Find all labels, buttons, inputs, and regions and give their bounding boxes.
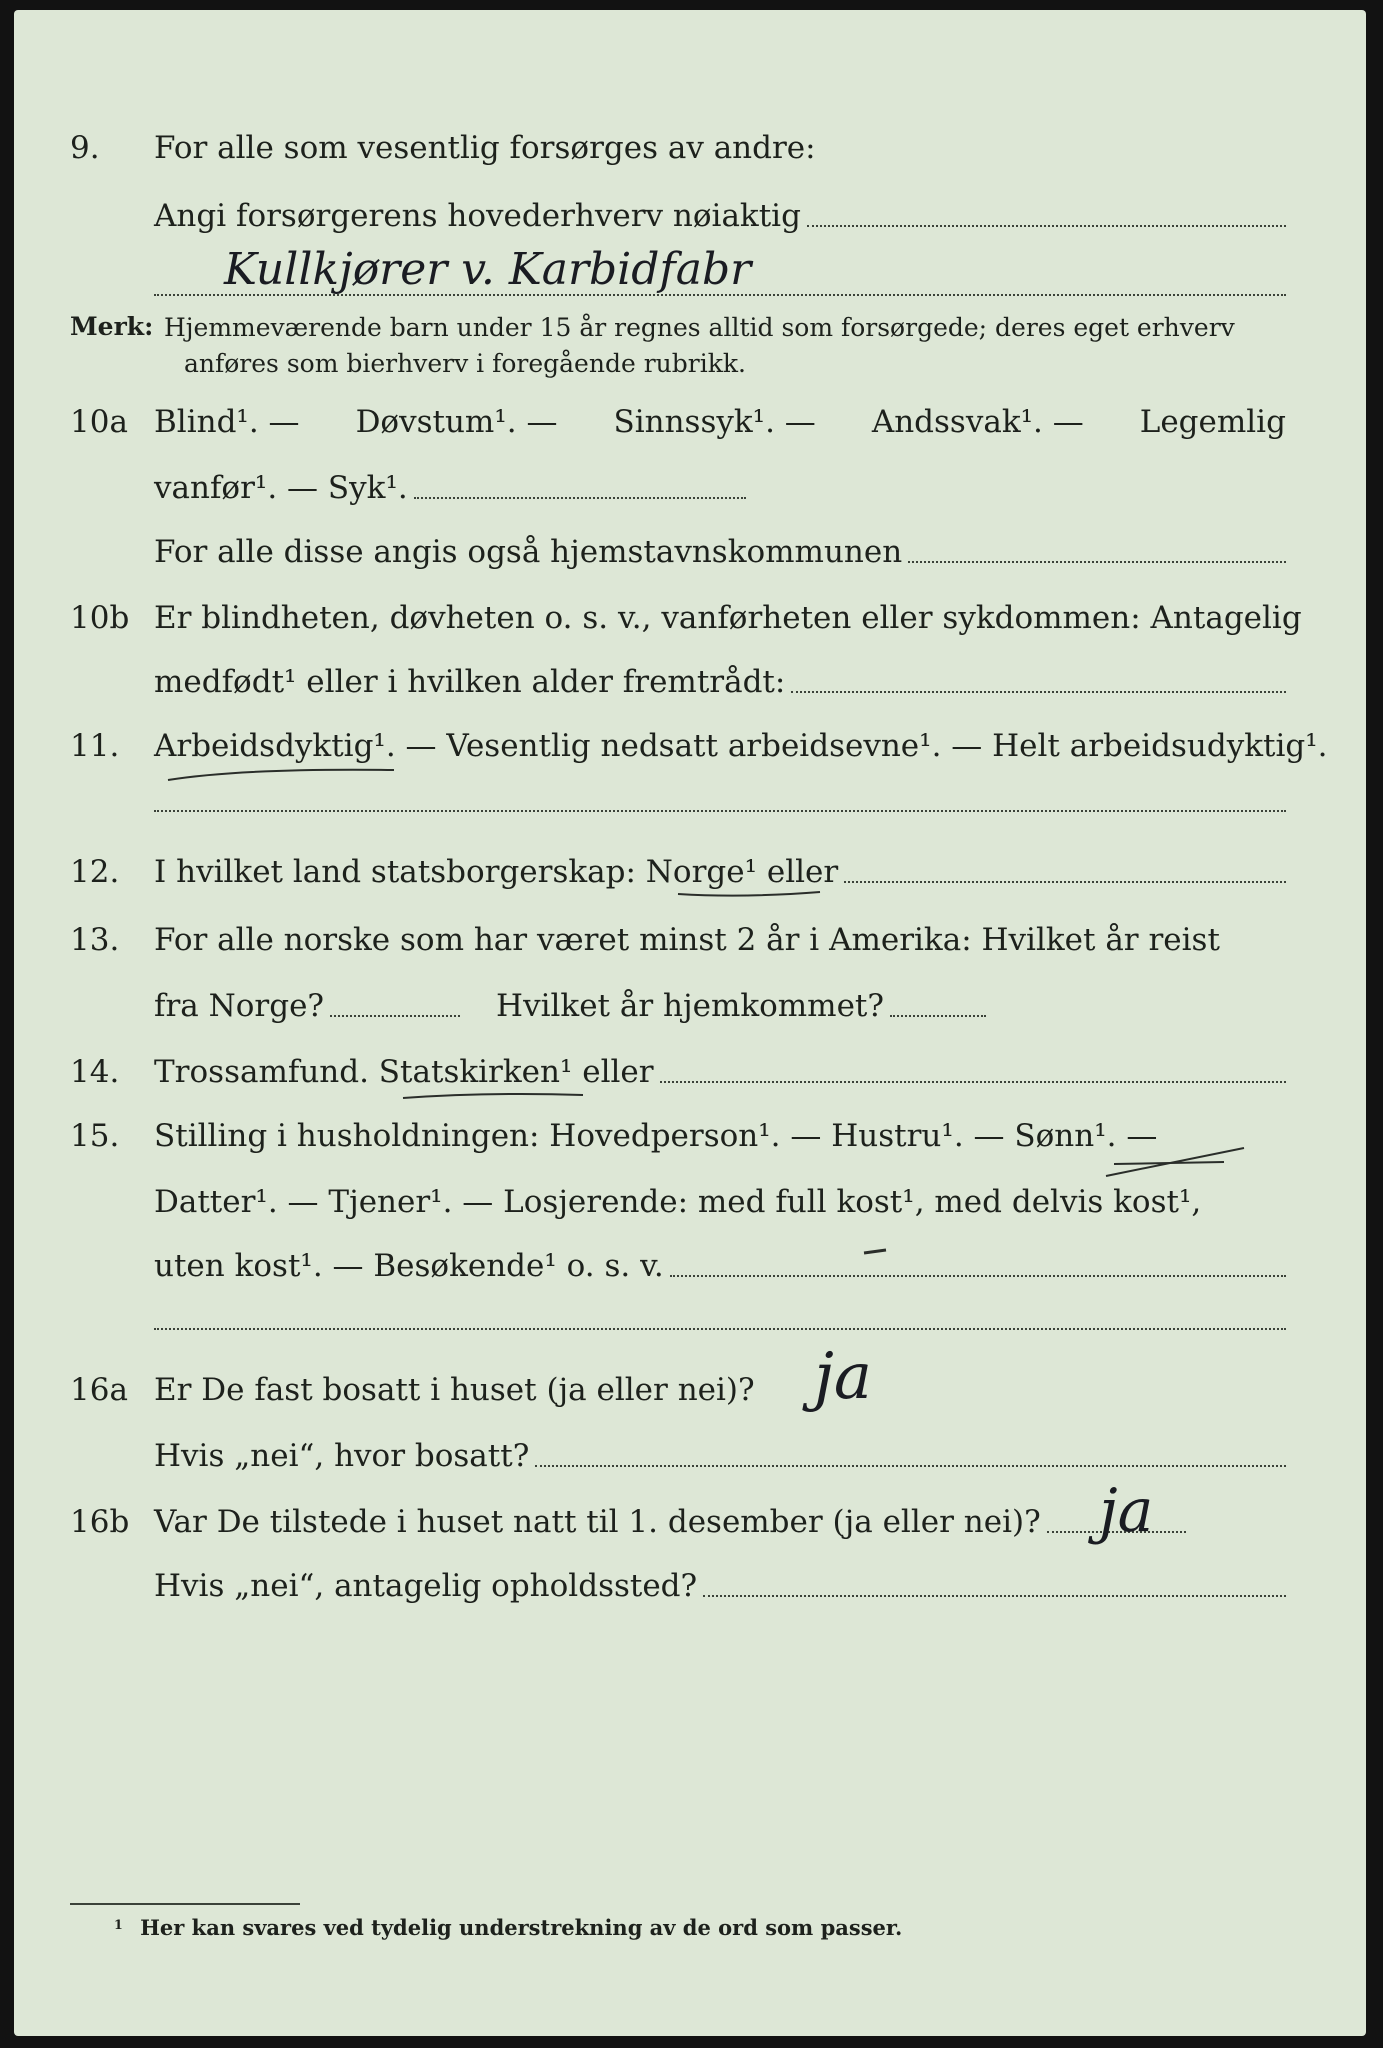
q14-line1 bbox=[154, 1052, 1286, 1092]
q13-line1-text: For alle norske som har været minst 2 år i Amerika: Hvilket år reist bbox=[154, 922, 1220, 958]
q16b-handwritten-answer: ja bbox=[1099, 1476, 1154, 1546]
q11-underline-mark bbox=[164, 762, 404, 786]
q12-fill bbox=[844, 881, 1286, 883]
q12-line1-text: I hvilket land statsborgerskap: Norge¹ eller bbox=[154, 854, 839, 890]
q10a-line3-fill bbox=[908, 561, 1286, 563]
q10b-line1-text: Er blindheten, døvheten o. s. v., vanførheten eller sykdommen: Antagelig bbox=[154, 600, 1302, 636]
merk-line2: anføres som bierhverv i foregående rubrikk. bbox=[184, 349, 746, 378]
q15-sonn-mark bbox=[1104, 1142, 1254, 1182]
q15-line1-text: Stilling i husholdningen: Hovedperson¹. — Hustru¹. — Sønn¹. — bbox=[154, 1118, 1158, 1154]
q10a-line2-fill bbox=[414, 497, 746, 499]
merk-line1: Hjemmeværende barn under 15 år regnes alltid som forsørgede; deres eget erhverv bbox=[164, 313, 1235, 342]
q16a-line2 bbox=[154, 1436, 1286, 1476]
q16b-line1 bbox=[154, 1502, 1186, 1542]
q14-line1-text: Trossamfund. Statskirken¹ eller bbox=[154, 1054, 654, 1090]
q13-number: 13. bbox=[70, 922, 120, 958]
q14-underline-mark bbox=[399, 1086, 589, 1104]
q15-line2 bbox=[154, 1182, 1286, 1222]
q16a-line2-fill bbox=[535, 1465, 1286, 1467]
q10a-line3 bbox=[154, 532, 1286, 572]
q9-handwritten-answer: Kullkjører v. Karbidfabr bbox=[224, 244, 752, 295]
q13-line2 bbox=[154, 986, 986, 1026]
q13-line1 bbox=[154, 920, 1286, 960]
q10b-line2-fill bbox=[791, 691, 1286, 693]
q13-line2b-text: Hvilket år hjemkommet? bbox=[496, 988, 885, 1024]
q16a-number: 16a bbox=[70, 1372, 128, 1408]
q16a-line2-text: Hvis „nei“, hvor bosatt? bbox=[154, 1438, 530, 1474]
q10a-line3-text: For alle disse angis også hjemstavnskommunen bbox=[154, 534, 903, 570]
q9-line2-text: Angi forsørgerens hovederhverv nøiaktig bbox=[154, 198, 801, 234]
q10a-number: 10a bbox=[70, 404, 128, 440]
q10b-line1 bbox=[154, 598, 1302, 638]
q10a-andssvak: Andssvak¹. — bbox=[871, 404, 1084, 440]
q16b-line2-fill bbox=[703, 1595, 1286, 1597]
q16b-number: 16b bbox=[70, 1504, 130, 1540]
q9-number: 9. bbox=[70, 130, 100, 166]
q16b-line2-text: Hvis „nei“, antagelig opholdssted? bbox=[154, 1568, 698, 1604]
footnote-text: Her kan svares ved tydelig understrekning av de ord som passer. bbox=[140, 1915, 903, 1940]
q13-fill-hjemkommet bbox=[890, 1015, 986, 1017]
merk-label: Merk: bbox=[70, 312, 154, 341]
q15-line3-text: uten kost¹. — Besøkende¹ o. s. v. bbox=[154, 1248, 664, 1284]
q10a-blind: Blind¹. — bbox=[154, 404, 300, 440]
q9-line1 bbox=[154, 128, 1286, 168]
q10a-legemlig: Legemlig bbox=[1139, 404, 1286, 440]
q12-underline-mark bbox=[674, 886, 824, 902]
q9-answer-line bbox=[154, 294, 1286, 296]
q11-line1-text: Arbeidsdyktig¹. — Vesentlig nedsatt arbeidsevne¹. — Helt arbeidsudyktig¹. bbox=[154, 728, 1328, 764]
q10b-line2 bbox=[154, 662, 1286, 702]
q11-line1 bbox=[154, 726, 1328, 766]
q11-answer-line bbox=[154, 810, 1286, 812]
q13-fill-reist bbox=[330, 1015, 460, 1017]
q10a-line2-text: vanfør¹. — Syk¹. bbox=[154, 470, 408, 506]
q15-line3 bbox=[154, 1246, 1286, 1286]
q14-fill bbox=[660, 1081, 1286, 1083]
q15-dash-mark bbox=[862, 1246, 890, 1260]
census-form-page bbox=[14, 10, 1366, 2036]
q11-number: 11. bbox=[70, 728, 120, 764]
q16b-line1-text: Var De tilstede i huset natt til 1. desember (ja eller nei)? bbox=[154, 1504, 1041, 1540]
q9-fill-line bbox=[807, 225, 1286, 227]
footnote-rule bbox=[70, 1903, 300, 1905]
q10b-line2-text: medfødt¹ eller i hvilken alder fremtrådt: bbox=[154, 664, 786, 700]
q15-number: 15. bbox=[70, 1118, 120, 1154]
q10b-number: 10b bbox=[70, 600, 130, 636]
q15-answer-line bbox=[154, 1328, 1286, 1330]
q9-line1-text: For alle som vesentlig forsørges av andre: bbox=[154, 130, 816, 166]
q16a-handwritten-answer: ja bbox=[814, 1340, 872, 1414]
q16a-line1 bbox=[154, 1370, 1286, 1410]
q10a-line2 bbox=[154, 468, 746, 508]
q10a-dovstum: Døvstum¹. — bbox=[355, 404, 558, 440]
q16a-line1-text: Er De fast bosatt i huset (ja eller nei)? bbox=[154, 1372, 755, 1408]
q14-number: 14. bbox=[70, 1054, 120, 1090]
q10a-sinnssyk: Sinnssyk¹. — bbox=[613, 404, 816, 440]
q16b-line2 bbox=[154, 1566, 1286, 1606]
footnote-marker: 1 bbox=[114, 1917, 123, 1932]
footnote bbox=[114, 1915, 902, 1940]
q10a-line1 bbox=[154, 402, 1286, 442]
q12-number: 12. bbox=[70, 854, 120, 890]
q9-line2 bbox=[154, 196, 1286, 236]
q13-line2a-text: fra Norge? bbox=[154, 988, 325, 1024]
q15-line2-text: Datter¹. — Tjener¹. — Losjerende: med full kost¹, med delvis kost¹, bbox=[154, 1184, 1202, 1220]
q15-line3-fill bbox=[670, 1275, 1286, 1277]
